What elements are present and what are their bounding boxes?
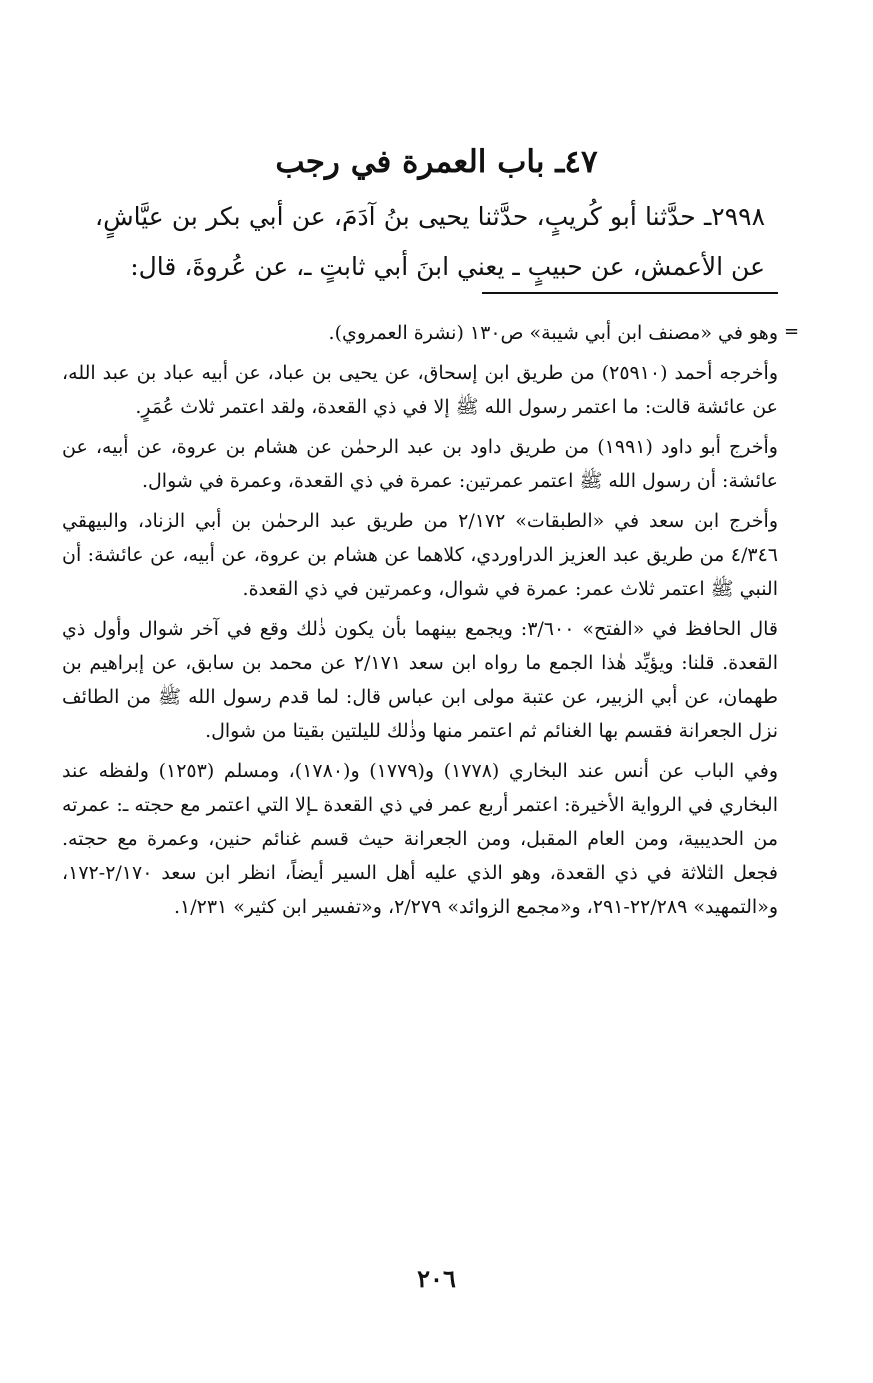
hadith-paragraph: ٢٩٩٨ـ حدَّثنا أبو كُريبٍ، حدَّثنا يحيى بنُ آدَمَ، عن أبي بكر بن عيَّاشٍ، عن الأعمش، عن حبيبٍ ـ يعني ابنَ أبي ثابتٍ ـ، عن عُروةَ، قال:: [95, 202, 765, 281]
footnote-continuation-mark: =: [784, 321, 800, 342]
page-number: ٢٠٦: [417, 1264, 456, 1293]
footnote-paragraph: وأخرج ابن سعد في «الطبقات» ٢/١٧٢ من طريق عبد الرحمٰن بن أبي الزناد، والبيهقي ٤/٣٤٦ من طريق عبد العزيز الدراوردي، كلاهما عن هشام بن عروة، عن أبيه، عن عائشة: أن النبي ﷺ اعتمر ثلاث عمر: عمرة في شوال، وعمرتين في ذي القعدة.: [62, 510, 778, 600]
footnote-paragraph: قال الحافظ في «الفتح» ٣/٦٠٠: ويجمع بينهما بأن يكون ذٰلك وقع في آخر شوال وأول ذي القعدة. قلنا: ويؤيِّد هٰذا الجمع ما رواه ابن سعد ٢/١٧١ عن محمد بن سابق، عن إبراهيم بن طهمان، عن أبي الزبير، عن عتبة مولى ابن عباس قال: لما قدم رسول الله ﷺ من الطائف نزل الجعرانة فقسم بها الغنائم ثم اعتمر منها وذٰلك لليلتين بقيتا من شوال.: [62, 618, 779, 742]
chapter-title: ٤٧ـ باب العمرة في رجب: [275, 143, 598, 180]
hadith-text-block: [95, 192, 765, 292]
footnote-paragraph: وأخرجه أحمد (٢٥٩١٠) من طريق ابن إسحاق، عن يحيى بن عباد، عن أبيه عباد بن عبد الله، عن عائشة قالت: ما اعتمر رسول الله ﷺ إلا في ذي القعدة، ولقد اعتمر ثلاث عُمَرٍ.: [62, 362, 778, 418]
footnote-separator: [482, 292, 778, 294]
footnotes-block: [62, 316, 778, 930]
footnote-paragraph: وهو في «مصنف ابن أبي شيبة» ص١٣٠ (نشرة العمروي).: [328, 322, 778, 344]
footnote-paragraph: وأخرج أبو داود (١٩٩١) من طريق داود بن عبد الرحمٰن عن هشام بن عروة، عن أبيه، عن عائشة: أن رسول الله ﷺ اعتمر عمرتين: عمرة في ذي القعدة، وعمرة في شوال.: [62, 436, 778, 492]
footnote-paragraph: وفي الباب عن أنس عند البخاري (١٧٧٨) و(١٧٧٩) و(١٧٨٠)، ومسلم (١٢٥٣) ولفظه عند البخاري في الرواية الأخيرة: اعتمر أربع عمر في ذي القعدة ـإلا التي اعتمر مع حجته ـ: عمرته من الحديبية، ومن العام المقبل، ومن الجعرانة حيث قسم غنائم حنين، وعمرة مع حجته. فجعل الثلاثة في ذي القعدة، وهو الذي عليه أهل السير أيضاً، انظر ابن سعد ٢/١٧٠-١٧٢، و«التمهيد» ٢٢/٢٨٩-٢٩١، و«مجمع الزوائد» ٢/٢٧٩، و«تفسير ابن كثير» ١/٢٣١.: [62, 760, 779, 918]
